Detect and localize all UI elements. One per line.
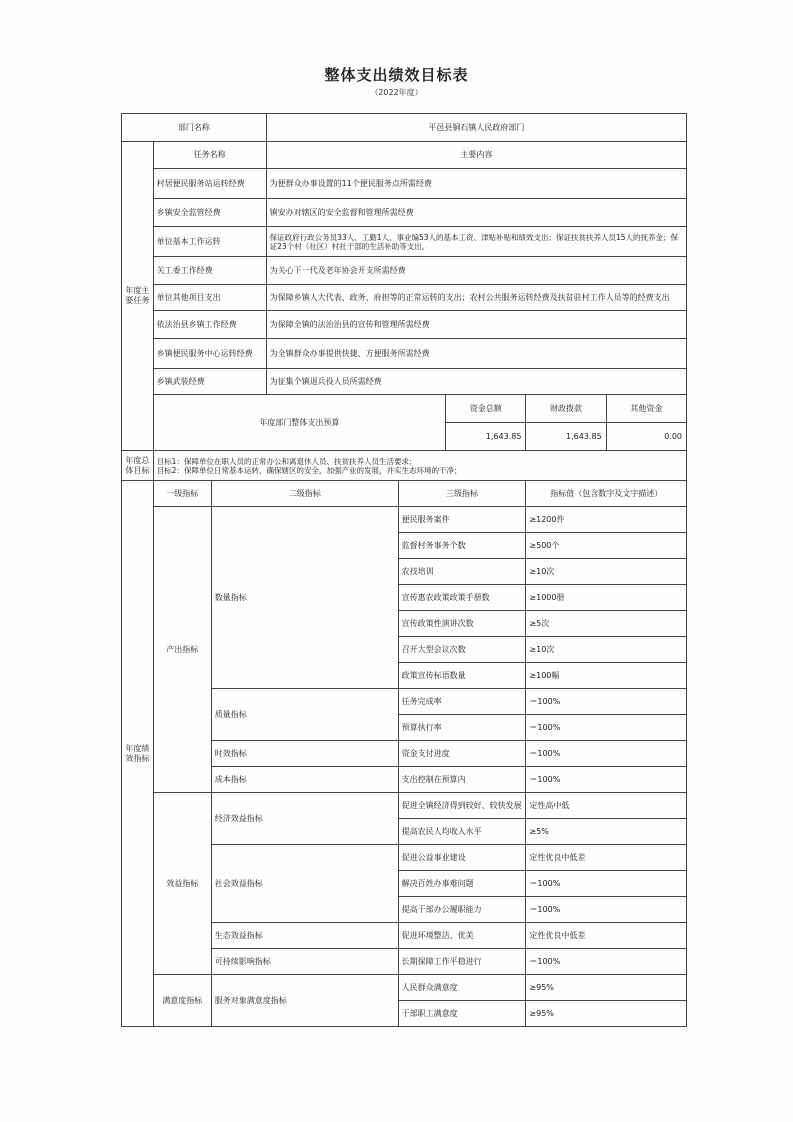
indicator-level3: 人民群众满意度 (398, 975, 526, 1001)
indicator-level3: 监督村务事务个数 (398, 533, 526, 559)
task-content: 保证政府行政公务员33人、工勤1人、事业编53人的基本工资、津贴补贴和绩效支出；保证扶贫扶养人员15人的抚养金；保证23个村（社区）村社干部的生活补助等支出。 (266, 227, 686, 257)
indicator-level2: 数量指标 (211, 507, 398, 689)
indicator-level3: 促进全镇经济得到较好、较快发展 (398, 793, 526, 819)
indicator-value: ≥1200件 (526, 507, 687, 533)
indicator-level3: 长期保障工作平稳进行 (398, 949, 526, 975)
indicator-level1: 产出指标 (153, 507, 211, 793)
budget-header: 其他资金 (606, 395, 686, 423)
indicator-value: ＝100% (526, 715, 687, 741)
indicator-value: 定性优良中低差 (526, 923, 687, 949)
indicator-value: ＝100% (526, 689, 687, 715)
task-name: 单位基本工作运转 (153, 227, 266, 257)
budget-label: 年度部门整体支出预算 (153, 395, 446, 451)
indicator-level2: 经济效益指标 (211, 793, 398, 845)
indicator-value: 定性优良中低差 (526, 845, 687, 871)
indicator-level3: 促进环境整洁、优美 (398, 923, 526, 949)
indicators-section-label: 年度绩效指标 (122, 481, 154, 1027)
goal-line: 目标2：保障单位日常基本运转，确保辖区的安全，加强产业的发展，并实生态环境的干净； (156, 465, 462, 475)
task-content-header: 主要内容 (266, 142, 686, 169)
task-content: 镇安办对辖区的安全监督和管理所需经费 (266, 199, 686, 227)
overall-goal-text (153, 451, 686, 481)
indicator-level3: 提高农民人均收入水平 (398, 819, 526, 845)
indicator-value: ＝100% (526, 871, 687, 897)
indicator-level2: 成本指标 (211, 767, 398, 793)
task-content: 为便群众办事设置的11个便民服务点所需经费 (266, 169, 686, 199)
indicator-level3: 农技培训 (398, 559, 526, 585)
department-value: 平邑县铜石镇人民政府部门 (266, 114, 686, 142)
indicator-level3: 解决百姓办事难问题 (398, 871, 526, 897)
task-content: 为保障全镇的法治治县的宣传和管理所需经费 (266, 311, 686, 339)
indicator-level3: 干部职工满意度 (398, 1001, 526, 1027)
indicator-level1: 效益指标 (153, 793, 211, 975)
indicator-value: ≥10次 (526, 637, 687, 663)
indicator-level2: 质量指标 (211, 689, 398, 741)
indicator-level3: 宣传政策性演讲次数 (398, 611, 526, 637)
task-name: 依法治县乡镇工作经费 (153, 311, 266, 339)
indicator-level3: 预算执行率 (398, 715, 526, 741)
indicator-value: ≥10次 (526, 559, 687, 585)
indicator-value: ≥1000册 (526, 585, 687, 611)
goal-line: 目标1：保障单位在职人员的正常办公和离退休人员、扶贫扶养人员生活要求； (156, 456, 417, 466)
indicator-level2: 社会效益指标 (211, 845, 398, 923)
indicator-level3: 支出控制在预算内 (398, 767, 526, 793)
indicator-value: ≥5次 (526, 611, 687, 637)
budget-value: 0.00 (606, 423, 686, 451)
task-name-header: 任务名称 (153, 142, 266, 169)
tasks-section-label: 年度主要任务 (122, 142, 154, 451)
indicator-value: ＝100% (526, 897, 687, 923)
indicator-level2: 生态效益指标 (211, 923, 398, 949)
indicator-value-header: 指标值（包含数字及文字描述） (526, 481, 687, 507)
task-content: 为保障乡镇人大代表、政务、府担等的正常运转的支出；农村公共服务运转经费及扶贫驻村工作人员等的经费支出 (266, 285, 686, 311)
indicator-level3: 便民服务案件 (398, 507, 526, 533)
task-content: 为关心下一代及老年协会开支所需经费 (266, 257, 686, 285)
indicator-level2-header: 二级指标 (211, 481, 398, 507)
indicator-value: ＝100% (526, 767, 687, 793)
indicator-level3: 促进公益事业建设 (398, 845, 526, 871)
indicator-level2: 服务对象满意度指标 (211, 975, 398, 1027)
indicator-level3: 召开大型会议次数 (398, 637, 526, 663)
indicator-level3: 政策宣传标语数量 (398, 663, 526, 689)
indicator-level1: 满意度指标 (153, 975, 211, 1027)
page-subtitle: （2022年度） (370, 88, 423, 97)
task-content: 为全镇群众办事提供快捷、方便服务所需经费 (266, 339, 686, 369)
indicator-level3: 资金支付进度 (398, 741, 526, 767)
department-label: 部门名称 (122, 114, 267, 142)
task-name: 单位其他项目支出 (153, 285, 266, 311)
task-name: 村居便民服务站运转经费 (153, 169, 266, 199)
task-content: 为征集个镇退兵役人员所需经费 (266, 369, 686, 395)
indicator-value: ≥500个 (526, 533, 687, 559)
indicator-value: ＝100% (526, 949, 687, 975)
task-name: 关工委工作经费 (153, 257, 266, 285)
indicator-value: 定性高中低 (526, 793, 687, 819)
task-name: 乡镇便民服务中心运转经费 (153, 339, 266, 369)
overall-goal-label: 年度总体目标 (122, 451, 154, 481)
budget-header: 财政拨款 (526, 395, 606, 423)
indicator-level3: 提高干部办公履职能力 (398, 897, 526, 923)
indicator-value: ≥95% (526, 1001, 687, 1027)
indicator-level3: 任务完成率 (398, 689, 526, 715)
indicator-value: ≥100幅 (526, 663, 687, 689)
indicator-level2: 可持续影响指标 (211, 949, 398, 975)
budget-value: 1,643.85 (526, 423, 606, 451)
indicator-value: ≥95% (526, 975, 687, 1001)
indicator-value: ≥5% (526, 819, 687, 845)
budget-value: 1,643.85 (446, 423, 526, 451)
indicator-level2: 时效指标 (211, 741, 398, 767)
page-title: 整体支出绩效目标表 (324, 66, 469, 84)
task-name: 乡镇武装经费 (153, 369, 266, 395)
budget-header: 资金总额 (446, 395, 526, 423)
indicator-level3: 宣传惠农政策政策手册数 (398, 585, 526, 611)
performance-table (121, 113, 687, 1027)
indicator-level3-header: 三级指标 (398, 481, 526, 507)
task-name: 乡镇安全监管经费 (153, 199, 266, 227)
indicator-level1-header: 一级指标 (153, 481, 211, 507)
indicator-value: ＝100% (526, 741, 687, 767)
